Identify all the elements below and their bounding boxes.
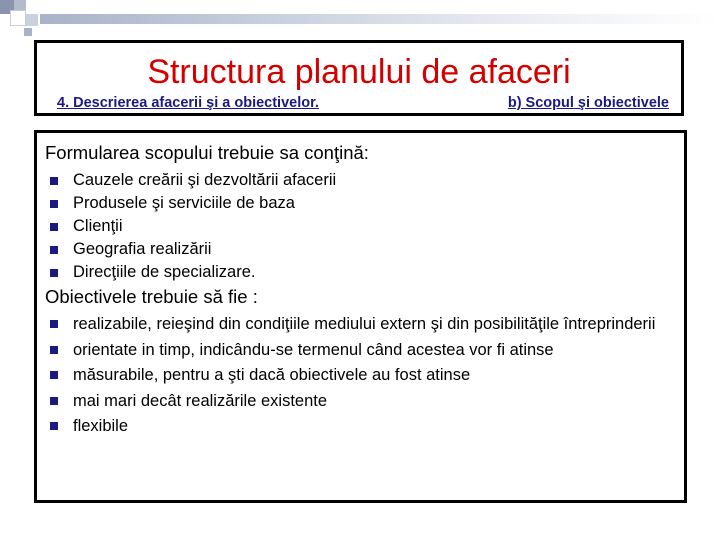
subsection-subheading: b) Scopul şi obiectivele (507, 95, 669, 111)
list-item (45, 261, 676, 284)
objectives-heading: Obiectivele trebuie să fie : (45, 286, 258, 307)
square-bullet-icon (50, 269, 58, 277)
content-box (34, 130, 687, 503)
square-bullet-icon (50, 397, 58, 405)
list-item (45, 169, 676, 192)
list-item (45, 215, 676, 238)
objectives-list (45, 313, 676, 438)
square-bullet-icon (50, 422, 58, 430)
slide-title: Structura planului de afaceri (147, 53, 571, 91)
title-box (34, 40, 684, 116)
list-item (45, 364, 676, 387)
scope-list (45, 169, 676, 284)
square-bullet-icon (50, 320, 58, 328)
list-item-text: Geografia realizării (73, 240, 212, 258)
scope-heading: Formularea scopului trebuie sa conţină: (45, 142, 369, 163)
decor-square-small (24, 28, 32, 36)
square-bullet-icon (50, 177, 58, 185)
list-item-text: realizabile, reieşind din condiţiile mediului extern şi din posibilităţile întreprinderii (73, 315, 656, 333)
list-item-text: Clienţii (73, 217, 123, 235)
list-item-text: flexibile (73, 417, 129, 435)
list-item (45, 313, 676, 336)
square-bullet-icon (50, 246, 58, 254)
square-bullet-icon (50, 223, 58, 231)
list-item-text: Direcţiile de specializare. (73, 263, 256, 281)
decor-square-light (26, 14, 38, 26)
list-item-text: Produsele şi serviciile de baza (73, 194, 295, 212)
list-item-text: măsurabile, pentru a şti dacă obiectivele au fost atinse (73, 366, 471, 384)
list-item-text: mai mari decât realizările existente (73, 391, 328, 410)
list-item-text: Cauzele creării şi dezvoltării afacerii (73, 171, 337, 189)
list-item (45, 415, 676, 438)
square-bullet-icon (50, 200, 58, 208)
list-item (45, 192, 676, 215)
list-item (45, 390, 676, 413)
decor-square-white (10, 10, 26, 26)
section-subheading: 4. Descrierea afacerii şi a obiectivelor. (57, 95, 319, 111)
list-item (45, 238, 676, 261)
list-item (45, 339, 676, 362)
decor-gradient-bar (40, 14, 720, 24)
list-item-text: orientate in timp, indicându-se termenul când acestea vor fi atinse (73, 340, 554, 359)
square-bullet-icon (50, 346, 58, 354)
square-bullet-icon (50, 371, 58, 379)
